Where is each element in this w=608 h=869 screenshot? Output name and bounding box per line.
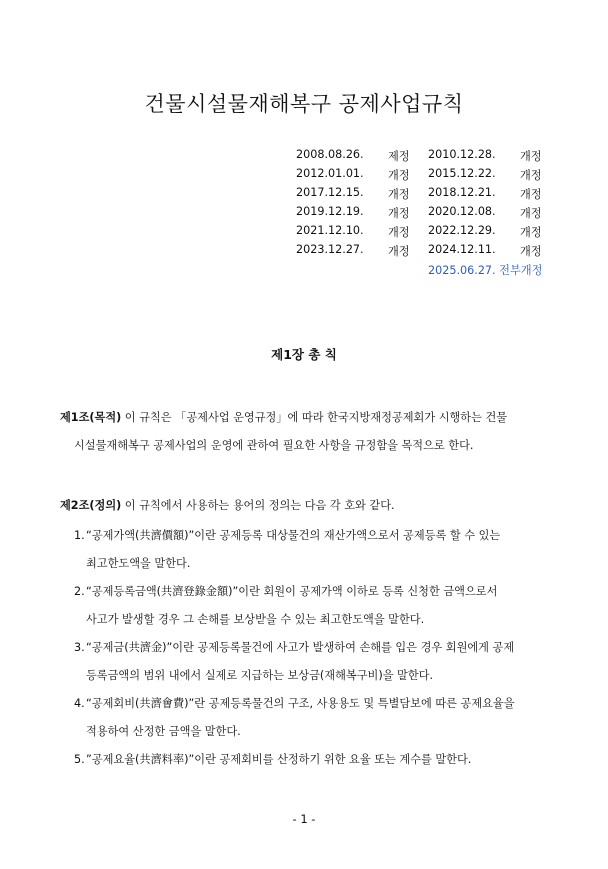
chapter-heading: 제1장 총 칙 [271, 347, 337, 362]
article-1 [60, 404, 560, 460]
article-text: 이 규칙에서 사용하는 용어의 정의는 다음 각 호와 같다. [121, 499, 395, 512]
article-label: 제1조(목적) [60, 411, 122, 424]
revision-kind: 개정 [520, 245, 542, 258]
article-2 [60, 492, 560, 520]
revision-kind: 개정 [388, 188, 410, 201]
revision-date: 2019.12.19. [296, 205, 364, 218]
revision-date: 2023.12.27. [296, 243, 364, 256]
page-number: - 1 - [292, 812, 316, 826]
item-text: “공제회비(共濟會費)”란 공제등록물건의 구조, 사용용도 및 특별담보에 따른 공제요율을 [86, 697, 515, 710]
revision-date: 2020.12.08. [428, 205, 496, 218]
revision-kind: 개정 [388, 245, 410, 258]
revision-date: 2022.12.29. [428, 224, 496, 237]
item-number: 3. [74, 641, 85, 654]
definition-item [74, 690, 554, 746]
item-number: 2. [74, 585, 85, 598]
item-text: 사고가 발생할 경우 그 손해를 보상받을 수 있는 최고한도액을 말한다. [86, 613, 425, 626]
revision-kind: 개정 [520, 169, 542, 182]
revision-date: 2008.08.26. [296, 148, 364, 161]
article-text: 이 규칙은 「공제사업 운영규정」에 따라 한국지방재정공제회가 시행하는 건물 [121, 411, 508, 424]
revision-date: 2018.12.21. [428, 186, 496, 199]
item-text: “공제가액(共濟價額)”이란 공제등록 대상물건의 재산가액으로서 공제등록 할 수 있는 [86, 529, 501, 542]
final-revision: 2025.06.27. 전부개정 [428, 264, 543, 277]
item-number: 5. [74, 753, 85, 766]
revision-date: 2012.01.01. [296, 167, 364, 180]
definition-item [74, 746, 554, 774]
revision-kind: 개정 [520, 188, 542, 201]
revision-kind: 개정 [388, 169, 410, 182]
revision-kind: 개정 [388, 226, 410, 239]
item-number: 1. [74, 529, 85, 542]
item-text: “공제금(共濟金)”이란 공제등록물건에 사고가 발생하여 손해를 입은 경우 회원에게 공제 [86, 641, 515, 654]
revision-kind: 개정 [388, 207, 410, 220]
item-text: ”공제요율(共濟料率)”이란 공제회비를 산정하기 위한 요율 또는 계수를 말한다. [86, 753, 472, 766]
article-text: 시설물재해복구 공제사업의 운영에 관하여 필요한 사항을 규정함을 목적으로 한다. [74, 439, 474, 452]
document-title: 건물시설물재해복구 공제사업규칙 [144, 92, 464, 116]
article-label: 제2조(정의) [60, 499, 122, 512]
definition-item [74, 578, 554, 634]
revision-kind: 제정 [388, 150, 410, 163]
item-number: 4. [74, 697, 85, 710]
item-text: 등록금액의 범위 내에서 실제로 지급하는 보상금(재해복구비)을 말한다. [86, 669, 434, 682]
revision-kind: 개정 [520, 226, 542, 239]
item-text: “공제등록금액(共濟登錄金額)”이란 회원이 공제가액 이하로 등록 신청한 금액으로서 [86, 585, 498, 598]
revision-date: 2010.12.28. [428, 148, 496, 161]
revision-kind: 개정 [520, 207, 542, 220]
revision-kind: 개정 [520, 150, 542, 163]
revision-date: 2017.12.15. [296, 186, 364, 199]
revision-date: 2015.12.22. [428, 167, 496, 180]
definition-item [74, 634, 554, 690]
revision-date: 2021.12.10. [296, 224, 364, 237]
item-text: 적용하여 산정한 금액을 말한다. [86, 725, 241, 738]
definition-item [74, 522, 554, 578]
revision-date: 2024.12.11. [428, 243, 496, 256]
item-text: 최고한도액을 말한다. [86, 557, 191, 570]
